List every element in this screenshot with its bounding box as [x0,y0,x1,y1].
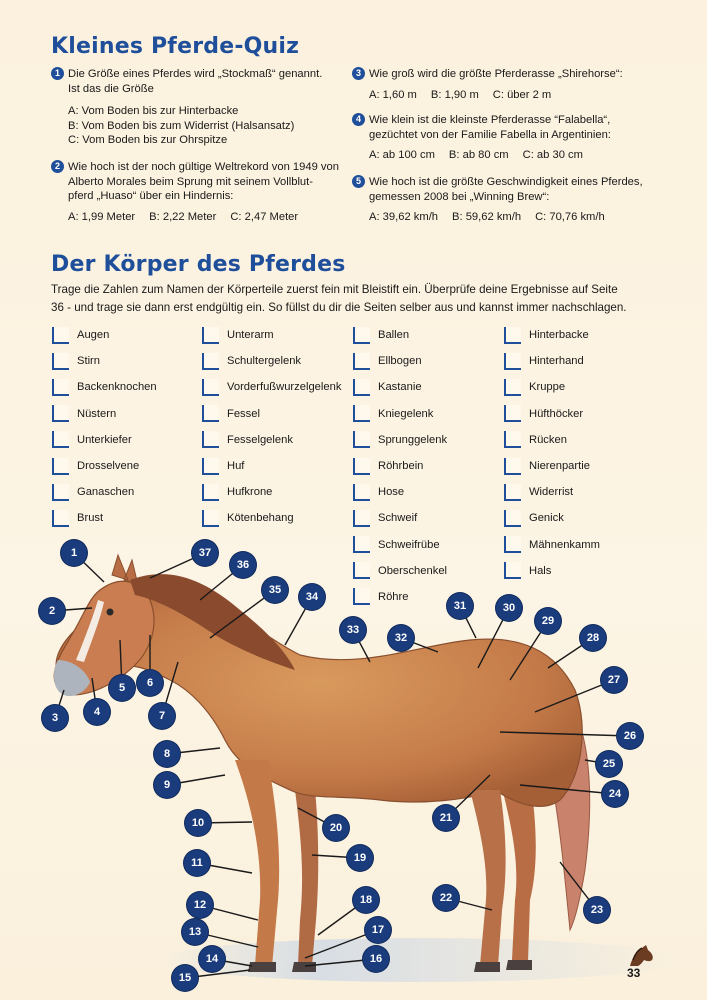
marker-15: 15 [172,965,198,991]
question-text: gezüchtet von der Familie Fabella in Argentinien: [369,128,611,141]
answer-box[interactable] [353,431,370,448]
marker-29: 29 [535,608,561,634]
marker-5: 5 [109,675,135,701]
front-leg-near [235,760,279,967]
part-label: Hüfthöcker [529,407,584,420]
marker-12: 12 [187,892,213,918]
part-label: Stirn [77,355,101,368]
part-label: Nüstern [77,407,117,420]
part-label: Sprunggelenk [378,433,448,446]
part-label: Backenknochen [77,381,157,394]
part-label: Ellbogen [378,355,422,368]
answer-box[interactable] [504,458,521,475]
answer-box[interactable] [52,379,69,396]
answer-box[interactable] [353,353,370,370]
marker-30: 30 [496,595,522,621]
answer-box[interactable] [504,484,521,501]
instructions [51,281,671,316]
marker-19: 19 [347,845,373,871]
question-text: Wie hoch ist die größte Geschwindigkeit eines Pferdes, [369,176,643,188]
answer-option: B: Vom Boden bis zum Widerrist (Halsansatz) [68,119,295,132]
answer-option: A: 39,62 km/h [369,211,439,224]
part-label: Hinterhand [529,355,584,368]
part-label: Hufkrone [227,486,273,499]
answer-box[interactable] [52,431,69,448]
quiz-question-5 [352,175,672,225]
answer-box[interactable] [504,510,521,527]
part-label: Unterkiefer [77,433,132,446]
marker-26: 26 [617,723,643,749]
answer-box[interactable] [504,379,521,396]
answer-box[interactable] [353,405,370,422]
part-label: Brust [77,512,104,525]
answer-option: B: ab 80 cm [448,149,509,162]
marker-9: 9 [154,772,180,798]
answer-box[interactable] [202,353,219,370]
parts-column-2 [202,322,341,532]
quiz-question-3 [352,67,672,102]
part-label: Rücken [529,433,567,446]
answer-option: A: Vom Boden bis zur Hinterbacke [68,105,239,118]
part-label: Ballen [378,329,410,342]
answer-box[interactable] [504,353,521,370]
horse-head-icon [626,944,656,968]
marker-35: 35 [262,577,288,603]
instructions-line: 36 - und trage sie dann erst endgültig ein. So füllst du dir die Seiten selber aus und kannst immer nachschlagen. [51,300,627,314]
parts-column-1 [52,322,157,532]
answer-option: A: ab 100 cm [369,149,435,162]
question-text: gemessen 2008 bei „Winning Brew“: [369,190,550,203]
part-label: Vorderfußwurzelgelenk [227,381,342,394]
answer-box[interactable] [52,510,69,527]
question-text: Alberto Morales beim Sprung mit seinem Vollblut- [68,175,313,188]
marker-21: 21 [433,805,459,831]
answer-box[interactable] [504,431,521,448]
question-number-badge: 4 [352,113,365,126]
marker-10: 10 [185,810,211,836]
marker-13: 13 [182,919,208,945]
answer-box[interactable] [52,458,69,475]
marker-23: 23 [584,897,610,923]
part-label: Mähnenkamm [529,538,600,551]
eye [107,609,114,616]
part-label: Drosselvene [77,460,140,473]
marker-33: 33 [340,617,366,643]
question-text: Ist das die Größe [68,82,154,95]
answer-box[interactable] [353,379,370,396]
answer-option: B: 2,22 Meter [149,210,217,223]
answer-box[interactable] [353,458,370,475]
answer-box[interactable] [52,484,69,501]
part-label: Kastanie [378,381,422,394]
answer-option: C: Vom Boden bis zur Ohrspitze [68,134,228,147]
marker-14: 14 [199,946,225,972]
quiz-question-2 [51,160,351,224]
part-label: Röhrbein [378,460,424,473]
part-label: Schweifrübe [378,538,440,551]
part-label: Kruppe [529,381,566,394]
part-label: Fesselgelenk [227,433,293,446]
marker-32: 32 [388,625,414,651]
question-number-badge: 5 [352,175,365,188]
page-number: 33 [627,966,641,980]
answer-option: C: 2,47 Meter [230,210,299,223]
marker-2: 2 [39,598,65,624]
marker-24: 24 [602,781,628,807]
marker-3: 3 [42,705,68,731]
answer-box[interactable] [202,405,219,422]
part-label: Huf [227,460,245,473]
question-text: Die Größe eines Pferdes wird „Stockmaß“ genannt. [68,68,323,80]
answer-option: B: 59,62 km/h [452,211,522,224]
marker-6: 6 [137,670,163,696]
answer-option: C: ab 30 cm [522,149,583,162]
marker-22: 22 [433,885,459,911]
answer-box[interactable] [52,405,69,422]
part-label: Ganaschen [77,486,135,499]
answer-box[interactable] [202,458,219,475]
part-label: Schultergelenk [227,355,302,368]
marker-1: 1 [61,540,87,566]
part-label: Unterarm [227,329,274,342]
answer-box[interactable] [52,353,69,370]
marker-34: 34 [299,584,325,610]
answer-option: A: 1,99 Meter [68,210,136,223]
marker-18: 18 [353,887,379,913]
marker-28: 28 [580,625,606,651]
quiz-question-4 [352,113,672,163]
question-number-badge: 2 [51,160,64,173]
answer-box[interactable] [353,510,370,527]
question-number-badge: 3 [352,67,365,80]
answer-option: C: 70,76 km/h [535,211,605,224]
marker-11: 11 [184,850,210,876]
answer-box[interactable] [504,405,521,422]
part-label: Hose [378,486,405,499]
quiz-question-1 [51,67,351,148]
section-title: Der Körper des Pferdes [51,252,346,277]
question-number-badge: 1 [51,67,64,80]
part-label: Schweif [378,512,418,525]
marker-4: 4 [84,699,110,725]
question-text: pferd „Huaso“ über ein Hindernis: [68,190,234,203]
marker-36: 36 [230,552,256,578]
part-label: Kötenbehang [227,512,294,525]
part-label: Röhre [378,590,409,603]
answer-box[interactable] [52,327,69,344]
question-text: Wie hoch ist der noch gültige Weltrekord von 1949 von [68,161,339,173]
answer-box[interactable] [202,379,219,396]
marker-7: 7 [149,703,175,729]
part-label: Hinterbacke [529,329,589,342]
question-text: Wie groß wird die größte Pferderasse „Shirehorse“: [369,68,623,80]
part-label: Hals [529,564,552,577]
part-label: Fessel [227,407,260,420]
part-label: Augen [77,329,110,342]
answer-option: A: 1,60 m [369,88,417,101]
answer-box[interactable] [353,327,370,344]
part-label: Oberschenkel [378,564,448,577]
answer-box[interactable] [202,327,219,344]
marker-27: 27 [601,667,627,693]
answer-box[interactable] [504,327,521,344]
part-label: Genick [529,512,564,525]
answer-box[interactable] [353,484,370,501]
answer-box[interactable] [202,431,219,448]
marker-17: 17 [365,917,391,943]
instructions-line: Trage die Zahlen zum Namen der Körperteile zuerst fein mit Bleistift ein. Überprüfe deine Ergebnisse auf Seite [51,283,618,296]
answer-option: B: 1,90 m [430,88,479,101]
marker-8: 8 [154,741,180,767]
quiz-title: Kleines Pferde-Quiz [51,34,300,59]
marker-25: 25 [596,751,622,777]
part-label: Kniegelenk [378,407,434,420]
answer-option: C: über 2 m [492,88,552,101]
marker-16: 16 [363,946,389,972]
answer-box[interactable] [202,484,219,501]
marker-37: 37 [192,540,218,566]
part-label: Widerrist [529,486,574,499]
marker-31: 31 [447,593,473,619]
ground-shadow [160,938,680,982]
answer-box[interactable] [202,510,219,527]
part-label: Nierenpartie [529,460,590,473]
question-text: Wie klein ist die kleinste Pferderasse “Falabella“, [369,114,611,126]
marker-20: 20 [323,815,349,841]
